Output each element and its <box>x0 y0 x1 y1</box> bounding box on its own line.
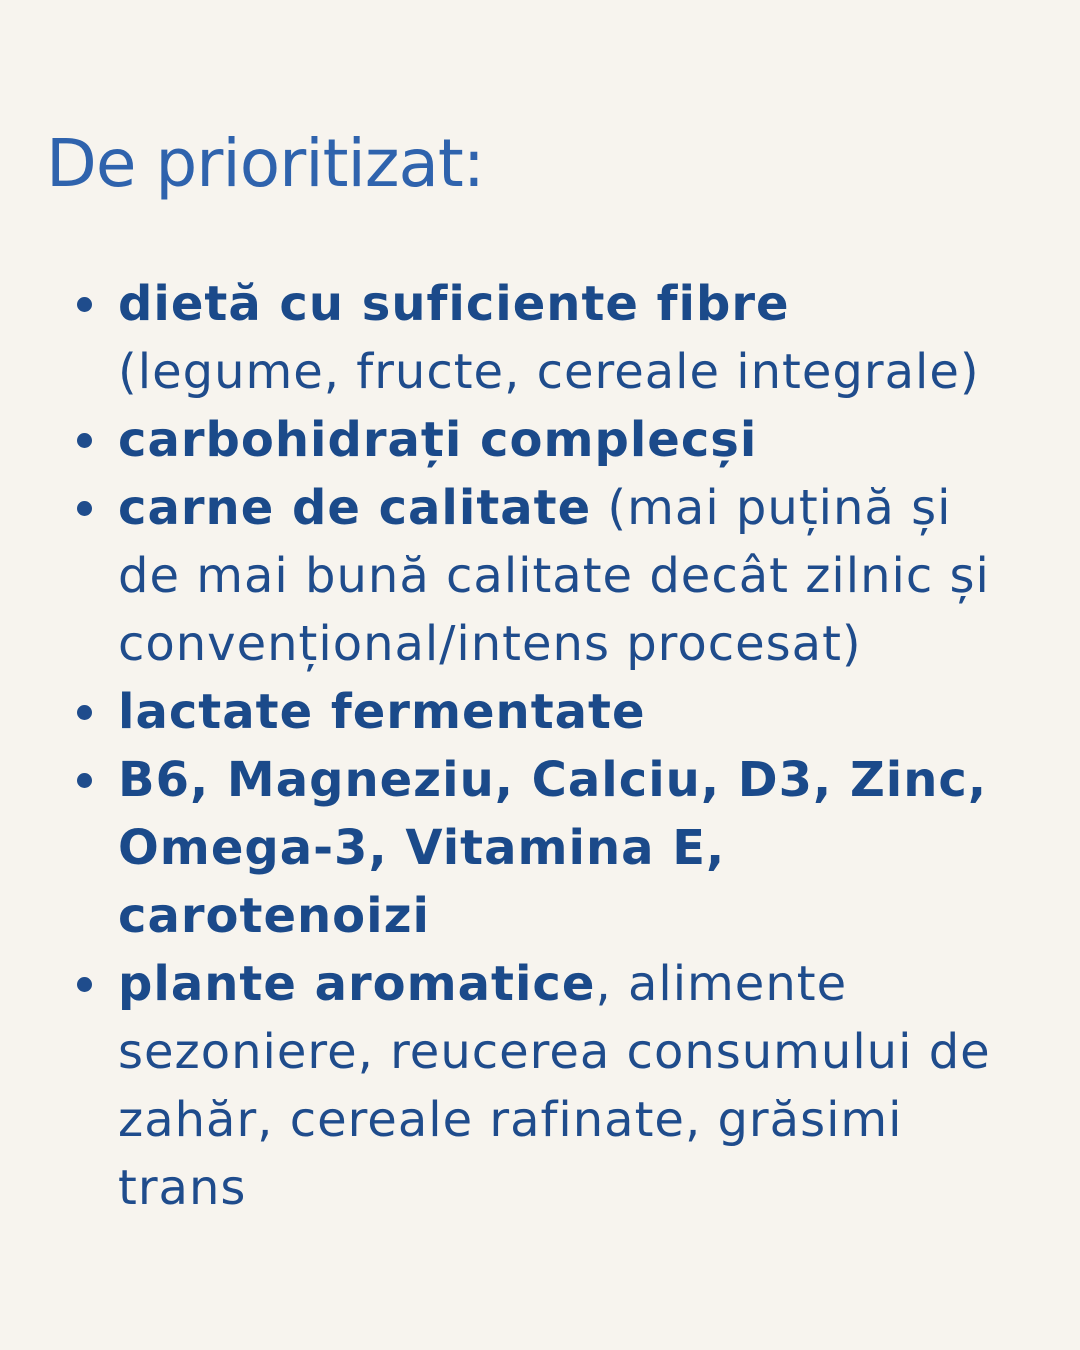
priority-list <box>0 270 1000 1222</box>
bullet-icon <box>77 977 92 992</box>
list-item <box>0 270 1000 406</box>
list-item <box>0 746 1000 950</box>
item-bold-text: lactate fermentate <box>118 684 646 740</box>
list-item <box>0 678 1000 746</box>
list-item <box>0 406 1000 474</box>
item-text: , alimente sezoniere, reucerea consumului de zahăr, cereale rafinate, grăsimi trans <box>118 956 991 1216</box>
bullet-icon <box>77 297 92 312</box>
list-item <box>0 474 1000 678</box>
list-item <box>0 950 1000 1222</box>
item-bold-text: carbohidrați complecși <box>118 412 758 468</box>
item-bold-text: carne de calitate <box>118 480 592 536</box>
bullet-icon <box>77 501 92 516</box>
page-title: De prioritizat: <box>46 125 485 202</box>
bullet-icon <box>77 773 92 788</box>
item-bold-text: B6, Magneziu, Calciu, D3, Zinc, Omega-3, Vitamina E, carotenoizi <box>118 752 988 944</box>
bullet-icon <box>77 705 92 720</box>
bullet-icon <box>77 433 92 448</box>
item-text: (mai puțină și de mai bună calitate decât zilnic și convențional/intens procesat) <box>118 480 990 672</box>
item-text: (legume, fructe, cereale integrale) <box>118 344 980 400</box>
item-bold-text: plante aromatice <box>118 956 596 1012</box>
item-bold-text: dietă cu suficiente fibre <box>118 276 790 332</box>
